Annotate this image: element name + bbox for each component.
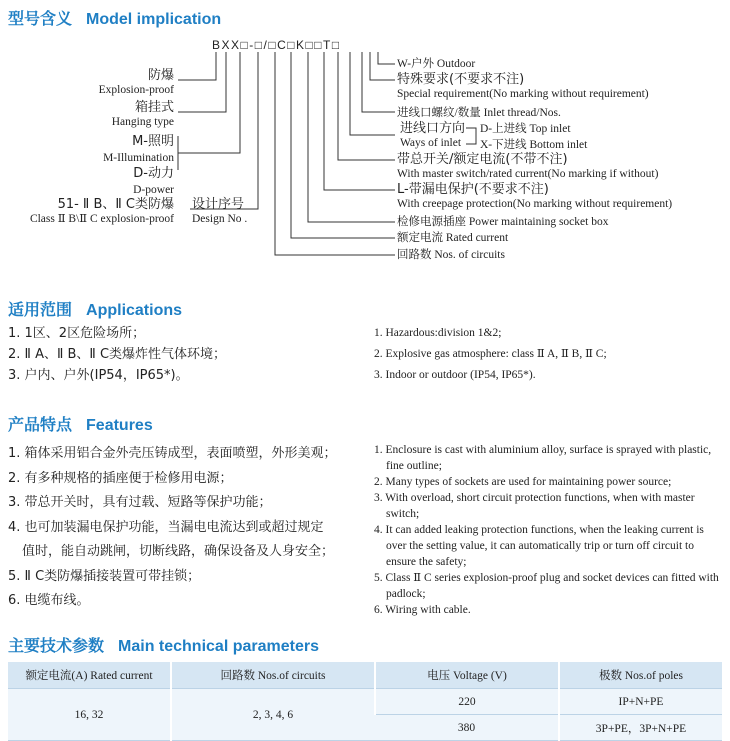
list-item: 2. Many types of sockets are used for maintaining power source; [374,476,672,488]
list-item: 3. Indoor or outdoor (IP54, IP65*). [374,369,536,381]
rated-current-label: 额定电流 Rated current [397,232,509,244]
header-voltage: 电压 Voltage (V) [375,662,559,689]
list-item: 1. Enclosure is cast with aluminium alloy, surface is sprayed with plastic, fine outline; [374,444,712,472]
list-item: 4. It can added leaking protection functions, when the leaking current is over the setting value, it can automatically trip or turn off circuit to ensure the safety; [374,524,704,568]
bottom-inlet-label: X-下进线 Bottom inlet [480,139,588,151]
cell-poles: 3P+PE，3P+N+PE [559,715,722,741]
list-item: 3. 户内、户外(IP54，IP65*)。 [8,368,189,383]
creepage-protection-label: L-带漏电保护(不要求不注) With creepage protection(No marking without requirement) [397,182,673,210]
explosion-class-label: 51- Ⅱ B、Ⅱ C类防爆 Class Ⅱ B\Ⅱ C explosion-proof [29,197,174,225]
explosion-proof-label: 防爆 Explosion-proof [98,68,174,96]
cell-voltage: 220 [375,689,559,715]
list-item: 1. Hazardous:division 1&2; [374,327,502,339]
circuits-label: 回路数 Nos. of circuits [397,249,505,261]
table-header-row [8,662,722,689]
top-inlet-label: D-上进线 Top inlet [480,123,571,135]
model-heading: 型号含义 Model implication [8,11,222,28]
features-heading: 产品特点 Features [8,417,153,434]
features-en-list [374,442,724,618]
list-item: 6. Wiring with cable. [374,604,471,616]
inlet-direction-label: 进线口方向 Ways of inlet [400,121,466,149]
list-item: 3. 带总开关时，具有过载、短路等保护功能； [8,495,272,510]
header-poles: 极数 Nos.of poles [559,662,722,689]
outdoor-label: W-户外 Outdoor [397,58,476,70]
list-item: 4. 也可加装漏电保护功能，当漏电电流达到或超过规定 [8,519,324,535]
list-item: 2. 有多种规格的插座便于检修用电源； [8,470,233,486]
applications-en-list [374,323,607,386]
applications-heading: 适用范围 Applications [8,302,183,319]
usage-type-label: M-照明 M-Illumination D-动力 D-power [103,134,174,196]
cell-circuits: 2, 3, 4, 6 [171,689,375,741]
list-item: 值时，能自动跳闸，切断线路，确保设备及人身安全； [22,544,335,559]
params-table [8,662,722,741]
special-requirement-label: 特殊要求(不要求不注) Special requirement(No marking without requirement) [397,72,649,100]
master-switch-label: 带总开关/额定电流(不带不注) With master switch/rated current(No marking if without) [397,152,659,180]
design-no-label: 设计序号 Design No . [192,197,248,225]
list-item: 6. 电缆布线。 [8,593,90,608]
list-item: 5. Ⅱ C类防爆插接装置可带挂锁； [8,568,201,584]
list-item: 1. 1区、2区危险场所； [8,326,146,341]
cell-poles: IP+N+PE [559,689,722,715]
params-heading: 主要技术参数 Main technical parameters [8,638,319,655]
list-item: 5. Class Ⅱ C series explosion-proof plug and socket devices can fitted with padlock; [374,572,719,600]
header-circuits: 回路数 Nos.of circuits [171,662,375,689]
applications-zh-list [8,323,226,386]
list-item: 1. 箱体采用铝合金外壳压铸成型，表面喷塑，外形美观； [8,446,337,461]
cell-rated-current: 16, 32 [8,689,171,741]
cell-voltage: 380 [375,715,559,741]
header-rated-current: 额定电流(A) Rated current [8,662,171,689]
socket-box-label: 检修电源插座 Power maintaining socket box [397,216,609,228]
inlet-thread-label: 进线口螺纹/数量 Inlet thread/Nos. [397,107,561,119]
list-item: 2. Explosive gas atmosphere: class Ⅱ A, Ⅱ B, Ⅱ C; [374,348,607,360]
features-zh-list [8,442,337,614]
table-row [8,689,722,715]
list-item: 3. With overload, short circuit protection functions, when with master switch; [374,492,695,520]
model-code: BXX□-□/□C□K□□T□ [212,38,341,52]
hanging-type-label: 箱挂式 Hanging type [111,100,174,128]
list-item: 2. Ⅱ A、Ⅱ B、Ⅱ C类爆炸性气体环境； [8,347,227,362]
